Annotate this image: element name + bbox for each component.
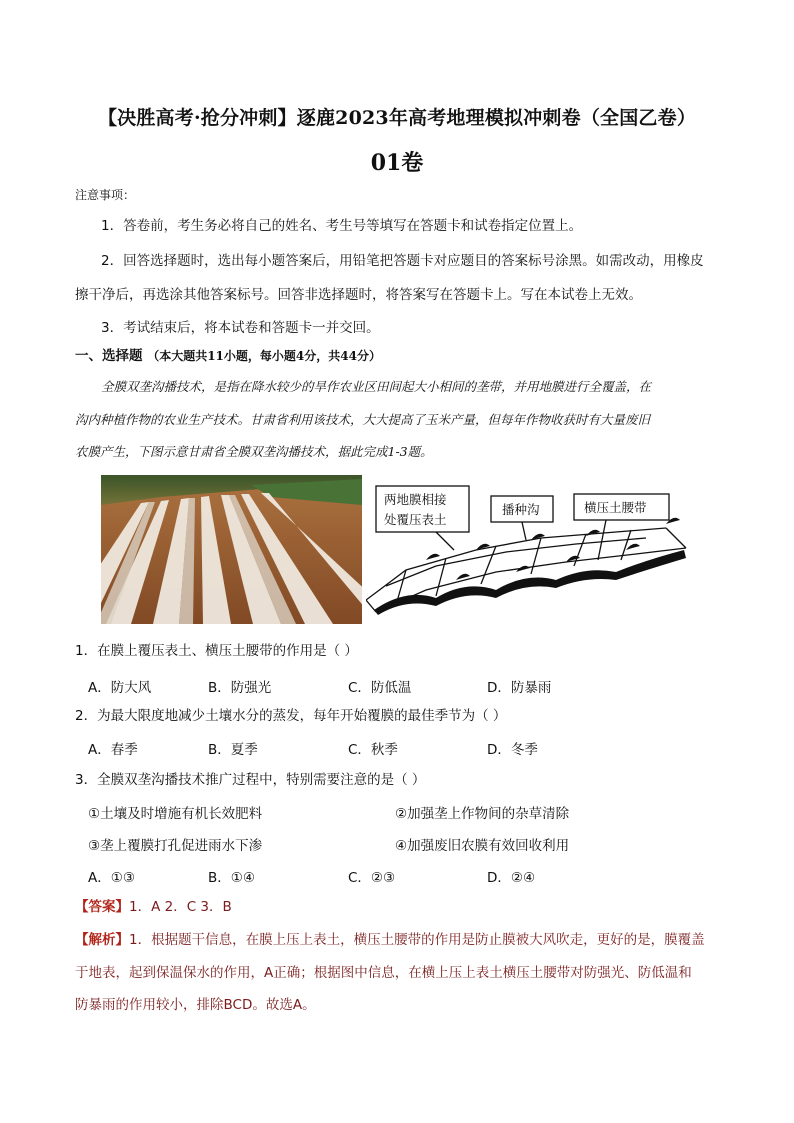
question-1-option-d: D．防暴雨 [487, 680, 552, 696]
section-note: （本大题共11小题，每小题4分，共44分） [147, 349, 381, 363]
passage-line-3: 农膜产生，下图示意甘肃省全膜双垄沟播技术，据此完成1-3题。 [75, 444, 433, 459]
field-photo-graphic [101, 475, 362, 624]
question-1-option-c: C．防低温 [348, 680, 412, 696]
field-photo [101, 475, 362, 624]
question-2-option-b: B．夏季 [208, 742, 258, 758]
question-1-option-b: B．防强光 [208, 680, 272, 696]
notice-item-3: 3．考试结束后，将本试卷和答题卡一并交回。 [101, 320, 380, 336]
analysis-text-1: 1．根据题干信息，在膜上压上表土，横压土腰带的作用是防止膜被大风吹走，更好的是，膜覆盖 [129, 932, 705, 948]
diagram-label-joint-line-2: 处覆压表土 [384, 512, 447, 527]
question-3-statement-4: ④加强废旧农膜有效回收利用 [395, 838, 570, 854]
analysis-label: 【解析】 [75, 932, 129, 948]
question-2-option-a: A．春季 [88, 742, 138, 758]
analysis-line-3: 防暴雨的作用较小，排除BCD。故选A。 [75, 997, 316, 1013]
question-3-option-b: B．①④ [208, 870, 255, 886]
notice-item-1: 1．答卷前，考生务必将自己的姓名、考生号等填写在答题卡和试卷指定位置上。 [101, 218, 583, 234]
answer-text: 1．A 2．C 3．B [129, 899, 232, 915]
page-title: 【决胜高考·抢分冲刺】逐鹿2023年高考地理模拟冲刺卷（全国乙卷） [97, 107, 697, 129]
question-3-option-a: A．①③ [88, 870, 135, 886]
technique-diagram-graphic [366, 480, 696, 615]
notice-item-2-cont: 擦干净后，再选涂其他答案标号。回答非选择题时，将答案写在答题卡上。写在本试卷上无效。 [75, 287, 642, 303]
question-3-stem: 3．全膜双垄沟播技术推广过程中，特别需要注意的是（ ） [75, 772, 426, 788]
diagram-label-joint-line-1: 两地膜相接 [384, 492, 447, 507]
question-3-option-d: D．②④ [487, 870, 536, 886]
question-2-option-d: D．冬季 [487, 742, 538, 758]
question-3-statement-3: ③垄上覆膜打孔促进雨水下渗 [88, 838, 263, 854]
question-3-option-c: C．②③ [348, 870, 396, 886]
question-2-option-c: C．秋季 [348, 742, 398, 758]
technique-diagram [366, 480, 696, 615]
question-3-statement-1: ①土壤及时增施有机长效肥料 [88, 806, 263, 822]
passage-line-2: 沟内种植作物的农业生产技术。甘肃省利用该技术，大大提高了玉米产量，但每年作物收获时有大量废旧 [75, 412, 651, 427]
diagram-label-sowing-furrow: 播种沟 [502, 502, 540, 517]
section-heading [75, 346, 381, 366]
answer-label: 【答案】 [75, 899, 129, 915]
analysis-line-2: 于地表，起到保温保水的作用，A正确；根据图中信息，在横上压上表土横压土腰带对防强光、防低温和 [75, 965, 692, 981]
question-3-statement-2: ②加强垄上作物间的杂草清除 [395, 806, 570, 822]
section-title: 一、选择题 [75, 348, 143, 364]
question-2-stem: 2．为最大限度地减少土壤水分的蒸发，每年开始覆膜的最佳季节为（ ） [75, 708, 507, 724]
notice-heading: 注意事项： [75, 188, 136, 202]
notice-item-2: 2．回答选择题时，选出每小题答案后，用铅笔把答题卡对应题目的答案标号涂黑。如需改动，用橡皮 [101, 253, 704, 269]
question-1-option-a: A．防大风 [88, 680, 152, 696]
passage-line-1: 全膜双垄沟播技术，是指在降水较少的旱作农业区田间起大小相间的垄带，并用地膜进行全覆盖，在 [101, 379, 652, 394]
diagram-label-soil-belt: 横压土腰带 [584, 500, 647, 515]
answer-line [75, 897, 232, 917]
question-1-stem: 1．在膜上覆压表土、横压土腰带的作用是（ ） [75, 643, 358, 659]
analysis-line-1 [75, 930, 705, 950]
page-subtitle: 01卷 [370, 150, 424, 176]
